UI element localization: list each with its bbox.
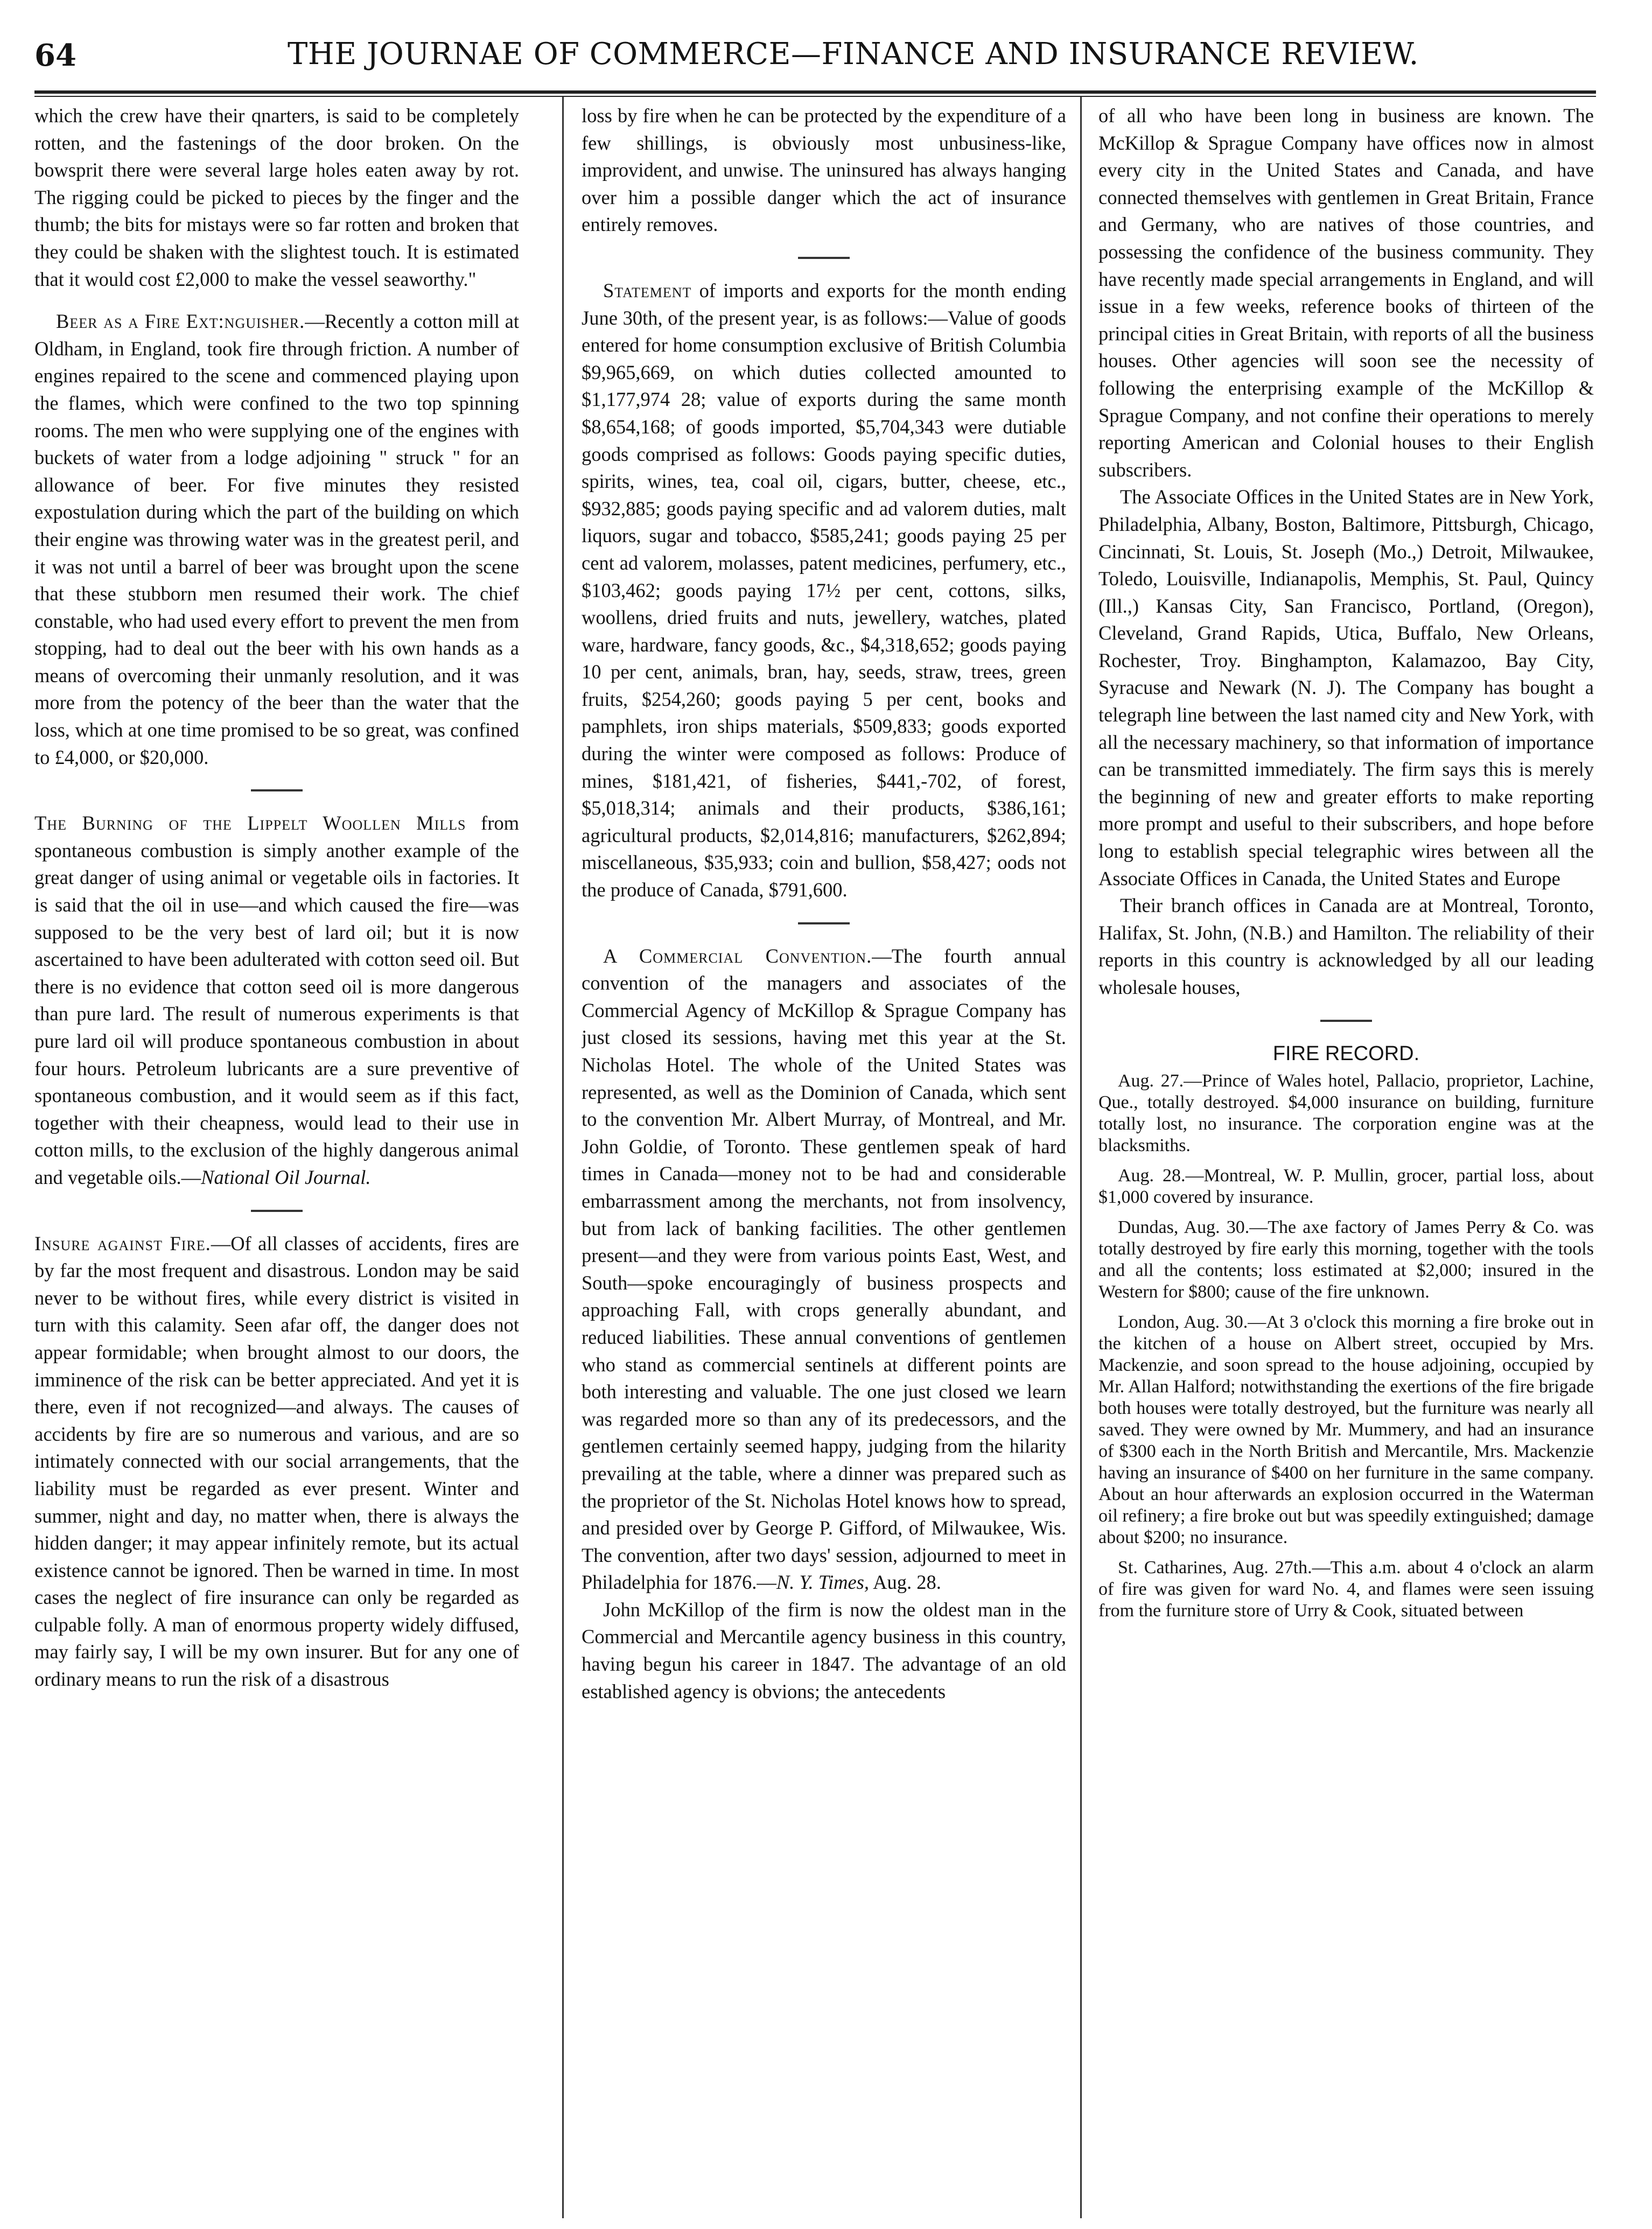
loss-paragraph: loss by fire when he can be protected by the expenditure of a few shillings, is obviously most unbusiness-like, improvident, and unwise. The uninsured has always hanging over him a possible danger which the act of insurance entirely removes. (582, 104, 1066, 236)
divider (251, 1210, 303, 1212)
column-3 (1098, 102, 1594, 2207)
convention-heading: A Commercial Convention. (603, 944, 872, 967)
divider (251, 789, 303, 791)
convention-text: —The fourth annual convention of the managers and associates of the Commercial Agency of McKillop & Sprague Company has just closed its sessions, having met this year at the St. Nicholas Hotel. The whole of the United States was represented, as well as the Dominion of Canada, which sent to the convention Mr. Albert Murray, of Montreal, and Mr. John Goldie, of Toronto. These gentlemen speak of hard times in Canada—money not to be had and considerable embarrassment among the merchants, not from insolvency, but from lack of banking facilities. The other gentlemen present—and they were from various points East, West, and South—spoke encouragingly of business prospects and approaching Fall, with crops generally abundant, and reduced liabilities. These annual conventions of gentlemen who stand as commercial sentinels at different points are both interesting and valuable. The one just closed we learn was regarded more so than any of its predecessors, and the gentlemen certainly seemed happy, judging from the hilarity prevailing at the table, where a dinner was prepared such as the proprietor of the St. Nicholas Hotel knows how to spread, and presided over by George P. Gifford, of Milwaukee, Wis. The convention, after two days' session, adjourned to meet in Philadelphia for 1876.— (582, 944, 1066, 1594)
convention-date: Aug. 28. (869, 1571, 941, 1594)
crew-paragraph: which the crew have their qnarters, is said to be completely rotten, and the fastenings of the door broken. On the bowsprit there were several large holes eaten away by rot. The rigging could be picked to pieces by the finger and the thumb; the bits for mistays were so far rotten and broken that they could be shaken with the slightest touch. It is estimated that it would cost £2,000 to make the vessel seaworthy." (34, 104, 519, 290)
divider (798, 922, 850, 924)
fire-record (1098, 1070, 1594, 1622)
statement-heading: Statement (603, 279, 692, 302)
column-2 (582, 102, 1066, 2207)
insure-text: —Of all classes of accidents, fires are by far the most frequent and disastrous. London may be said never to be without fires, while every district is visited in turn with this calamity. Seen afar off, the danger does not appear formidable; when brought almost to our doors, the imminence of the risk can be better appreciated. And yet it is there, even if not recognized—and always. The causes of accidents by fire are so numerous and various, and are so intimately connected with our social arrangements, that the liability must be regarded as ever present. Winter and summer, night and day, no matter when, there is always the hidden danger; it may appear infinitely remote, but its actual existence cannot be ignored. Then be warned in time. In most cases the neglect of fire insurance can only be regarded as culpable folly. A man of enormous property widely diffused, may fairly say, I will be my own insurer. But for any one of ordinary means to run the risk of a disastrous (34, 1232, 519, 1691)
beer-article (34, 308, 519, 771)
fire-entry: Aug. 28.—Montreal, W. P. Mullin, grocer, partial loss, about $1,000 covered by insurance. (1098, 1166, 1594, 1208)
beer-text: —Recently a cotton mill at Oldham, in England, took fire through friction. A number of engines repaired to the scene and commenced playing upon the flames, which were confined to the two top spinning rooms. The men who were supplying one of the engines with buckets of water from a lodge adjoining " struck " for an allowance of beer. For five minutes they resisted expostulation during which the part of the building on which their engine was throwing water was in the greatest peril, and it was not until a barrel of beer was brought upon the scene that these stubborn men resumed their work. The chief constable, who had used every effort to prevent the men from stopping, had to deal out the beer with his own hands as a means of overcoming their unmanly resolution, and it was more from the potency of the beer than the water that the loss, which at one time promised to be so great, was confined to £4,000, or $20,000. (34, 310, 519, 768)
mckillop-paragraph: John McKillop of the firm is now the oldest man in the Commercial and Mercantile agency business in this country, having begun his career in 1847. The advantage of an old established agency is obvions; the antecedents (582, 1598, 1066, 1702)
page-number: 64 (34, 38, 76, 73)
insure-heading: Insure against Fire. (34, 1232, 211, 1254)
known-paragraph: of all who have been long in business are known. The McKillop & Sprague Company have offices now in almost every city in the United States and Canada, and have connected themselves with gentlemen in Great Britain, France and Germany, who are natives of those countries, and possessing the confidence of the business community. They have recently made special arrangements in England, and will issue in a few weeks, reference books of thirteen of the principal cities in Great Britain, with reports of all the business houses. Other agencies will soon see the necessity of following the enterprising example of the McKillop & Sprague Company, and not confine their operations to merely reporting American and Colonial houses to their English subscribers. (1098, 104, 1594, 481)
convention-article (582, 943, 1066, 1596)
convention-source: N. Y. Times, (776, 1571, 870, 1594)
burning-text: from spontaneous combustion is simply another example of the great danger of using animal or vegetable oils in factories. It is said that the oil in use—and which caused the fire—was supposed to be the very best of lard oil; but it is now ascertained to have been adulterated with cotton seed oil. But there is no evidence that cotton seed oil is more dangerous than pure lard. The result of numerous experiments is that pure lard oil will produce spontaneous combustion in about four hours. Petroleum lubricants are a sure preventive of spontaneous combustion, and it would seem as if this fact, together with their cheapness, would lead to their use in cotton mills, to the exclusion of the highly dangerous animal and vegetable oils.— (34, 812, 519, 1188)
fire-entry: Aug. 27.—Prince of Wales hotel, Pallacio, proprietor, Lachine, Que., totally destroyed. $4,000 insurance on building, furniture totally lost, no insurance. The corporation engine was at the blacksmiths. (1098, 1071, 1594, 1156)
column-rule (1080, 97, 1082, 2218)
branch-paragraph: Their branch offices in Canada are at Montreal, Toronto, Halifax, St. John, (N.B.) and Hamilton. The reliability of their reports in this country is acknowledged by all our leading wholesale houses, (1098, 894, 1594, 998)
burning-source: National Oil Journal. (201, 1166, 371, 1188)
divider (798, 257, 850, 259)
fire-entry: Dundas, Aug. 30.—The axe factory of James Perry & Co. was totally destroyed by fire early this morning, together with the tools and all the contents; loss estimated at $2,000; insured in the Western for $800; cause of the fire unknown. (1098, 1217, 1594, 1302)
column-1 (34, 102, 519, 2207)
fire-record-heading: FIRE RECORD. (1272, 1042, 1420, 1065)
beer-heading: Beer as a Fire Ext:nguisher. (56, 310, 305, 333)
statement-article (582, 277, 1066, 904)
divider (1320, 1020, 1372, 1022)
fire-entry: London, Aug. 30.—At 3 o'clock this morning a fire broke out in the kitchen of a house on Albert street, occupied by Mrs. Mackenzie, and soon spread to the house adjoining, occupied by Mr. Allan Halford; notwithstanding the exertions of the fire brigade both houses were totally destroyed, but the furniture was nearly all saved. They were owned by Mr. Mummery, and had an insurance of $300 each in the North British and Mercantile, Mrs. Mackenzie having an insurance of $400 on her furniture in the same company. About an hour afterwards an explosion occurred in the Waterman oil refinery; a fire broke out but was speedily extinguished; damage about $200; no insurance. (1098, 1312, 1594, 1548)
running-title: THE JOURNAE OF COMMERCE—FINANCE AND INSURANCE REVIEW. (288, 37, 1419, 72)
column-rule (562, 97, 564, 2218)
offices-paragraph: The Associate Offices in the United States are in New York, Philadelphia, Albany, Boston, Baltimore, Pittsburgh, Chicago, Cincinnati, St. Louis, St. Joseph (Mo.,) Detroit, Milwaukee, Toledo, Louisville, Indianapolis, Memphis, St. Paul, Quincy (Ill.,) Kansas City, San Francisco, Portland, (Oregon), Cleveland, Grand Rapids, Utica, Buffalo, New Orleans, Rochester, Troy. Binghampton, Kalamazoo, Bay City, Syracuse and Newark (N. J). The Company has bought a telegraph line between the last named city and New York, with all the necessary machinery, so that information of importance can be transmitted immediately. The firm says this is merely the beginning of new and greater efforts to make reporting more prompt and useful to their subscribers, and hope before long to establish special telegraphic wires between all the Associate Offices in Canada, the United States and Europe (1098, 486, 1594, 889)
burning-heading: The Burning of the Lippelt Woollen Mills (34, 812, 466, 835)
burning-article (34, 810, 519, 1191)
header-rule (34, 90, 1596, 97)
fire-entry: St. Catharines, Aug. 27th.—This a.m. about 4 o'clock an alarm of fire was given for ward No. 4, and flames were seen issuing from the furniture store of Urry & Cook, situated between (1098, 1558, 1594, 1621)
insure-article (34, 1230, 519, 1693)
page-header (34, 27, 1596, 81)
statement-text: of imports and exports for the month ending June 30th, of the present year, is as follows:—Value of goods entered for home consumption exclusive of British Columbia $9,965,669, on which duties collected amounted to $1,177,974 28; value of exports during the same month $8,654,168; of goods imported, $5,704,343 were dutiable goods comprised as follows: Goods paying specific duties, spirits, wines, tea, coal oil, cigars, butter, cheese, etc., $932,885; goods paying specific and ad valorem duties, malt liquors, sugar and tobacco, $585,241; goods paying 25 per cent ad valorem, molasses, patent medicines, perfumery, etc., $103,462; goods paying 17½ per cent, cottons, silks, woollens, dried fruits and nuts, jewellery, watches, plated ware, hardware, fancy goods, &c., $4,318,652; goods paying 10 per cent, animals, bran, hay, seeds, straw, trees, green fruits, $254,260; goods paying 5 per cent, books and pamphlets, iron ships materials, $509,833; goods exported during the winter were composed as follows: Produce of mines, $181,421, of fisheries, $441,-702, of forest, $5,018,314; animals and their products, $386,161; agricultural products, $2,014,816; manufacturers, $262,894; miscellaneous, $35,933; coin and bullion, $58,427; oods not the produce of Canada, $791,600. (582, 279, 1066, 901)
